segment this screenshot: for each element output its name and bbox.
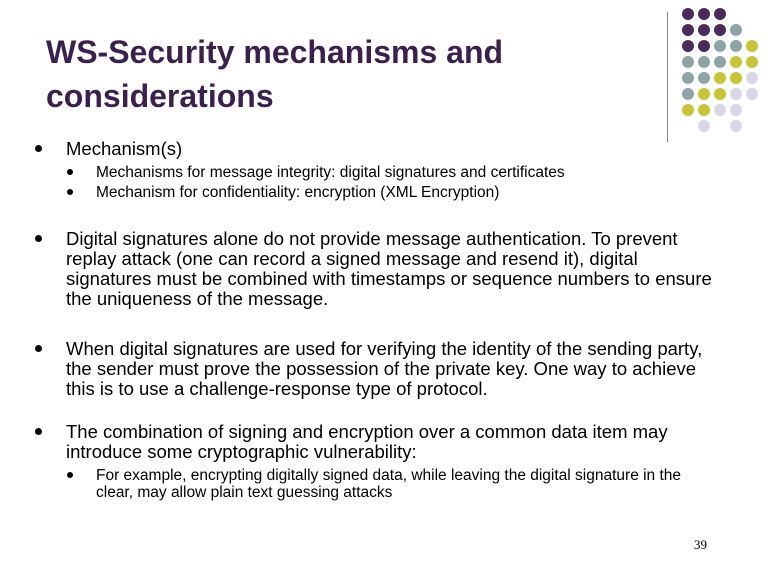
sub-bullet-text: Mechanisms for message integrity: digital signatures and certificates <box>96 164 565 181</box>
filled-circle-icon <box>67 472 73 478</box>
filled-circle-icon <box>67 169 73 175</box>
sub-bullet-text: For example, encrypting digitally signed data, while leaving the digital signature in the clear, may allow plain text guessing attacks <box>96 467 682 501</box>
filled-circle-icon <box>35 345 42 352</box>
slide-title: WS-Security mechanisms and considerations <box>46 34 504 114</box>
filled-circle-icon <box>35 428 42 435</box>
sub-bullet-text: Mechanism for confidentiality: encryption (XML Encryption) <box>96 184 500 201</box>
filled-circle-icon <box>35 235 42 242</box>
page-number: 39 <box>694 537 707 552</box>
bullet-text: Digital signatures alone do not provide message authentication. To prevent replay attack (one can record a signed message and resend it), digital signatures must be combined with timestamps or sequence numbers to ensure the uniqueness of the message. <box>66 228 712 309</box>
bullet-text: Mechanism(s) <box>66 138 183 159</box>
filled-circle-icon <box>35 145 42 152</box>
bullet-text: When digital signatures are used for verifying the identity of the sending party, the sender must prove the possession of the private key. One way to achieve this is to use a challenge-response type of protocol. <box>66 338 703 399</box>
bullet-text: The combination of signing and encryption over a common data item may introduce some cryptographic vulnerability: <box>66 421 668 462</box>
filled-circle-icon <box>67 189 73 195</box>
